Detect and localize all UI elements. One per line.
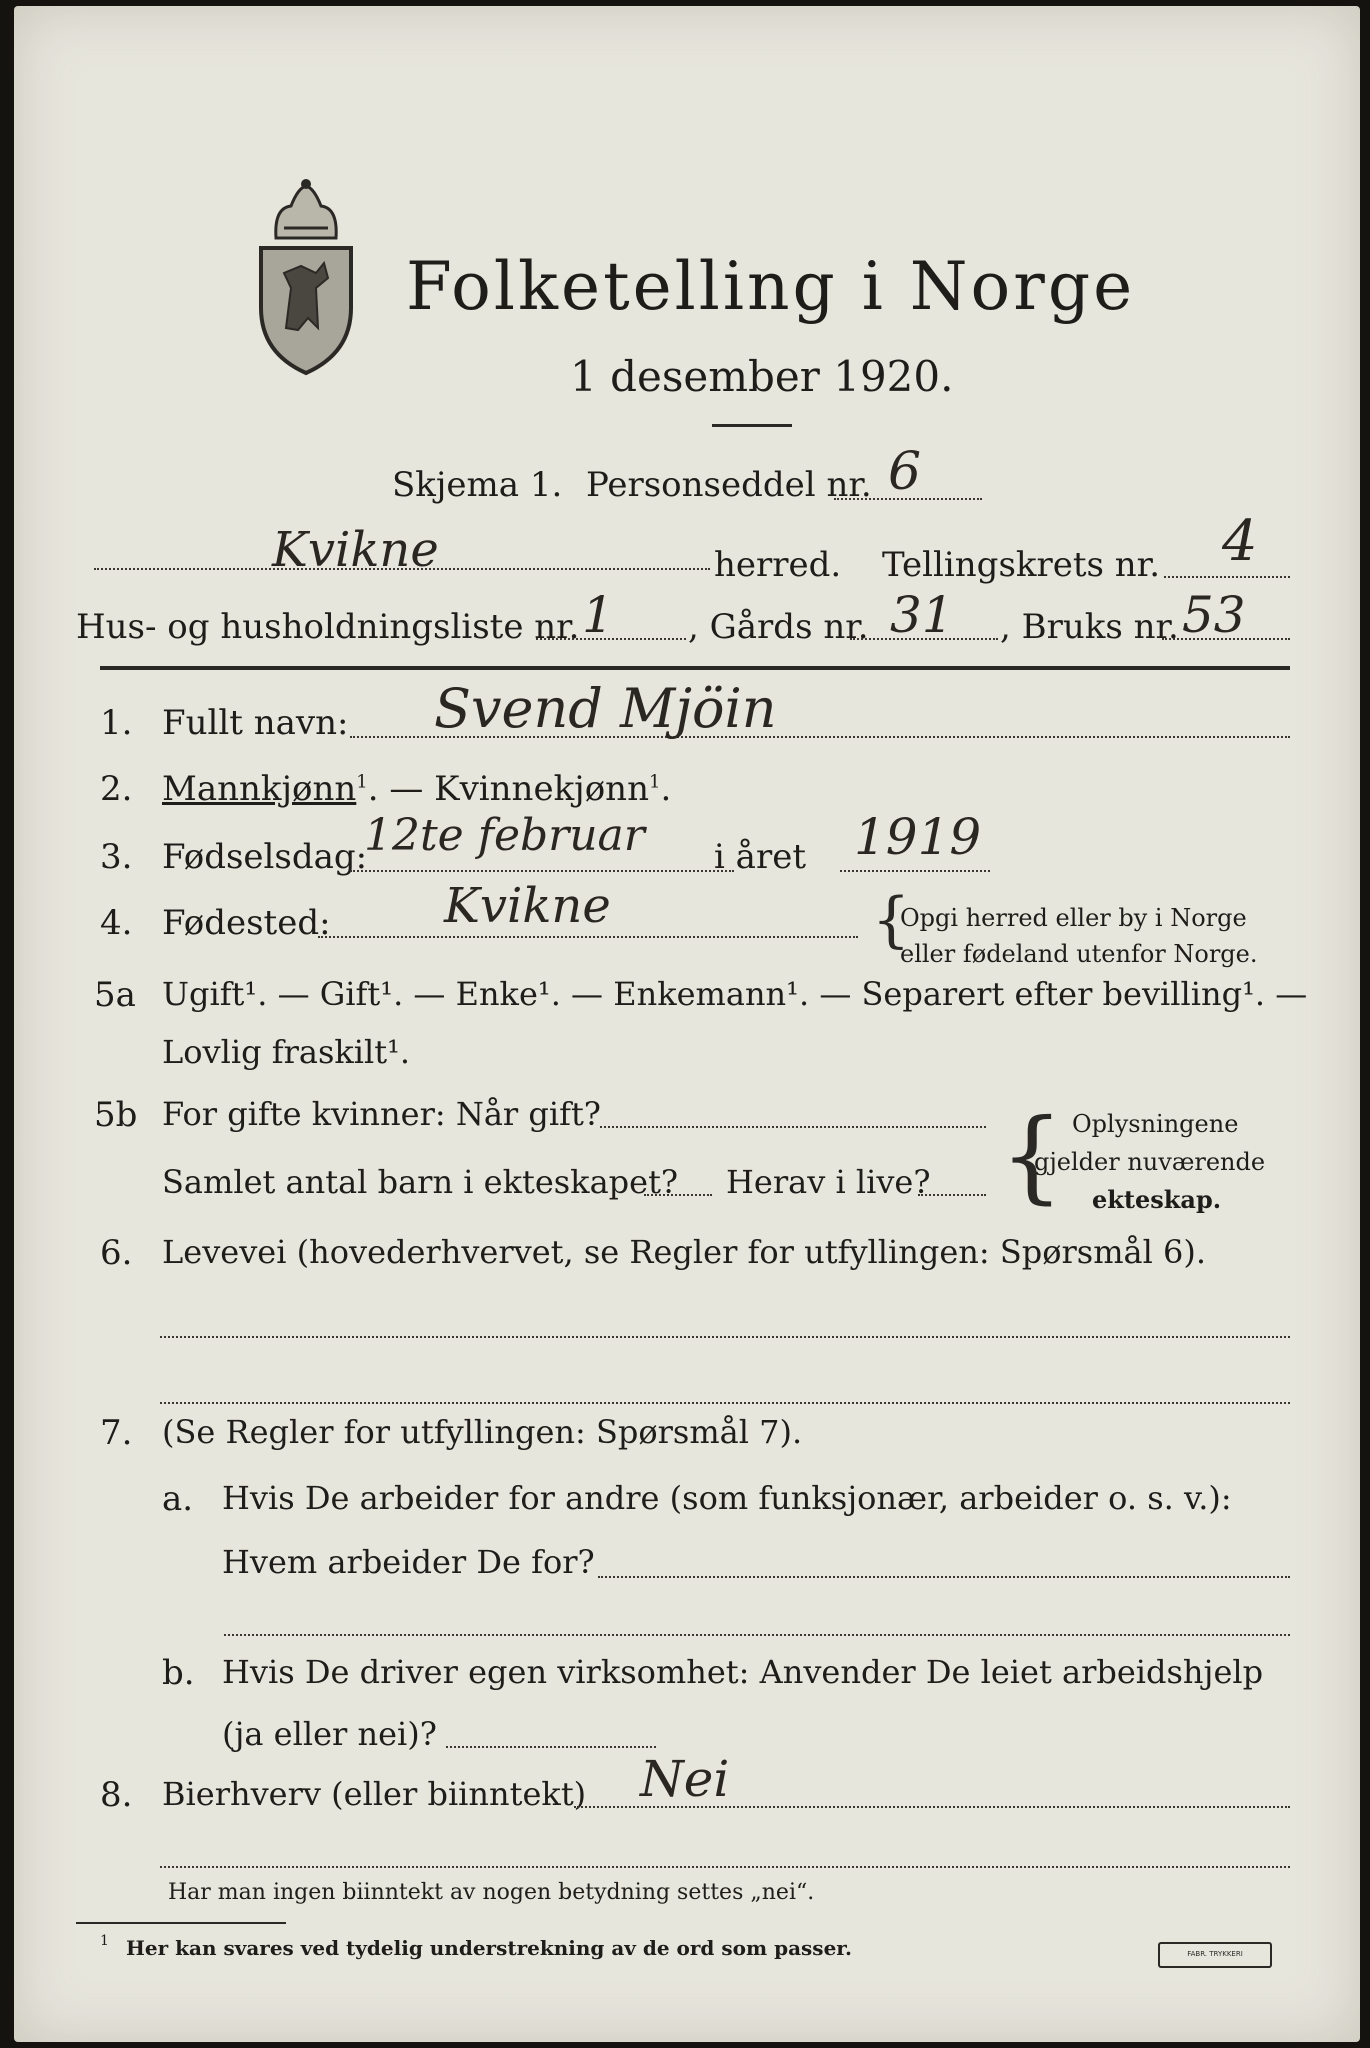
gards-value[interactable]: 31 — [890, 586, 954, 644]
skjema-label: Skjema 1. — [392, 465, 563, 505]
tellingskrets-line — [1164, 576, 1290, 578]
birthplace-value[interactable]: Kvikne — [444, 878, 611, 934]
q7b-line1: Hvis De driver egen virksomhet: Anvender De leiet arbeidshjelp — [222, 1653, 1264, 1691]
personseddel-label: Personseddel nr. — [586, 465, 872, 505]
printer-stamp-text: FABR. TRYKKERI — [1187, 1950, 1243, 1958]
header-divider — [100, 666, 1290, 670]
q5b-brace: { — [1000, 1097, 1064, 1214]
norwegian-coat-of-arms-icon — [246, 178, 366, 378]
q8-label: Bierhverv (eller biinntekt) — [162, 1775, 587, 1813]
q3-year-line — [840, 870, 990, 872]
q7b-line2: (ja eller nei)? — [222, 1715, 437, 1753]
footnote-text: Her kan svares ved tydelig understrekning av de ord som passer. — [126, 1936, 852, 1960]
q5b-line2a: Samlet antal barn i ekteskapet? — [162, 1163, 679, 1201]
footnote-ref: 1 — [356, 771, 368, 793]
q5b-note-line3: ekteskap. — [1092, 1185, 1222, 1214]
q3-number: 3. — [100, 837, 133, 877]
footnote-divider — [76, 1922, 286, 1924]
q5a-number: 5a — [94, 975, 136, 1015]
q4-brace: { — [872, 885, 911, 955]
full-name-value[interactable]: Svend Mjöin — [434, 677, 777, 740]
form-title: Folketelling i Norge — [406, 248, 1136, 325]
q6-label: Levevei (hovederhvervet, se Regler for utfyllingen: Spørsmål 6). — [162, 1233, 1207, 1271]
q5b-note-line1: Oplysningene — [1072, 1110, 1239, 1138]
q5b-line1: For gifte kvinner: Når gift? — [162, 1095, 601, 1133]
q8-number: 8. — [100, 1775, 133, 1815]
q5b-line2b: Herav i live? — [726, 1163, 931, 1201]
herred-value[interactable]: Kvikne — [272, 522, 439, 578]
gender-separator: . — Kvinnekjønn — [367, 769, 649, 809]
q7-number: 7. — [100, 1413, 133, 1453]
q7a-employer-line — [598, 1576, 1290, 1578]
herred-label: herred. — [714, 545, 842, 585]
q7-label: (Se Regler for utfyllingen: Spørsmål 7). — [162, 1413, 803, 1451]
q5b-number: 5b — [94, 1095, 138, 1135]
tellingskrets-value[interactable]: 4 — [1222, 509, 1258, 574]
census-date: 1 desember 1920. — [570, 352, 954, 401]
title-divider — [712, 424, 792, 427]
q5b-married-line — [600, 1126, 986, 1128]
husliste-label: Hus- og husholdningsliste nr. — [76, 607, 580, 647]
footnote-mark: 1 — [100, 1933, 109, 1949]
q6-line1 — [160, 1336, 1290, 1338]
q7b-answer-line — [446, 1746, 656, 1748]
q4-note-line2: eller fødeland utenfor Norge. — [900, 940, 1258, 968]
side-income-value[interactable]: Nei — [640, 1750, 730, 1808]
husliste-value[interactable]: 1 — [582, 586, 614, 644]
census-form-page — [14, 6, 1360, 2042]
q7a-extra-line — [224, 1634, 1290, 1636]
gender-end: . — [660, 769, 672, 809]
q4-label: Fødested: — [162, 903, 331, 943]
q1-label: Fullt navn: — [162, 703, 349, 743]
nei-instruction: Har man ingen biinntekt av nogen betydning settes „nei“. — [168, 1880, 815, 1905]
q3-line — [350, 870, 734, 872]
gards-label: , Gårds nr. — [688, 607, 869, 647]
q4-number: 4. — [100, 903, 133, 943]
q3-year-label: i året — [714, 837, 806, 877]
q7a-line1: Hvis De arbeider for andre (som funksjonær, arbeider o. s. v.): — [222, 1479, 1232, 1517]
bruks-value[interactable]: 53 — [1182, 586, 1246, 644]
marital-options-line2: Lovlig fraskilt¹. — [162, 1033, 411, 1071]
q2-number: 2. — [100, 769, 133, 809]
q3-label: Fødselsdag: — [162, 837, 368, 877]
q4-note-line1: Opgi herred eller by i Norge — [900, 904, 1247, 932]
birth-year-value[interactable]: 1919 — [854, 808, 982, 866]
q4-line — [318, 936, 858, 938]
marital-options-line1: Ugift¹. — Gift¹. — Enke¹. — Enkemann¹. — Separert efter bevilling¹. — — [162, 975, 1308, 1013]
q6-number: 6. — [100, 1233, 133, 1273]
q7a-letter: a. — [162, 1479, 194, 1519]
q8-extra-line — [160, 1866, 1290, 1868]
gender-male-option[interactable]: Mannkjønn — [162, 769, 357, 809]
tellingskrets-label: Tellingskrets nr. — [882, 545, 1161, 585]
q7b-letter: b. — [162, 1653, 195, 1693]
birthdate-value[interactable]: 12te februar — [364, 810, 645, 861]
q5b-children-line — [644, 1194, 712, 1196]
q1-number: 1. — [100, 703, 133, 743]
gender-options — [162, 769, 672, 809]
q7a-line2: Hvem arbeider De for? — [222, 1543, 595, 1581]
footnote-ref: 1 — [648, 771, 661, 793]
q5b-note-line2: gjelder nuværende — [1034, 1148, 1266, 1176]
bruks-label: , Bruks nr. — [1000, 607, 1179, 647]
printer-stamp — [1158, 1942, 1272, 1968]
personseddel-value[interactable]: 6 — [888, 442, 922, 502]
q5b-alive-line — [918, 1194, 986, 1196]
q6-line2 — [160, 1402, 1290, 1404]
